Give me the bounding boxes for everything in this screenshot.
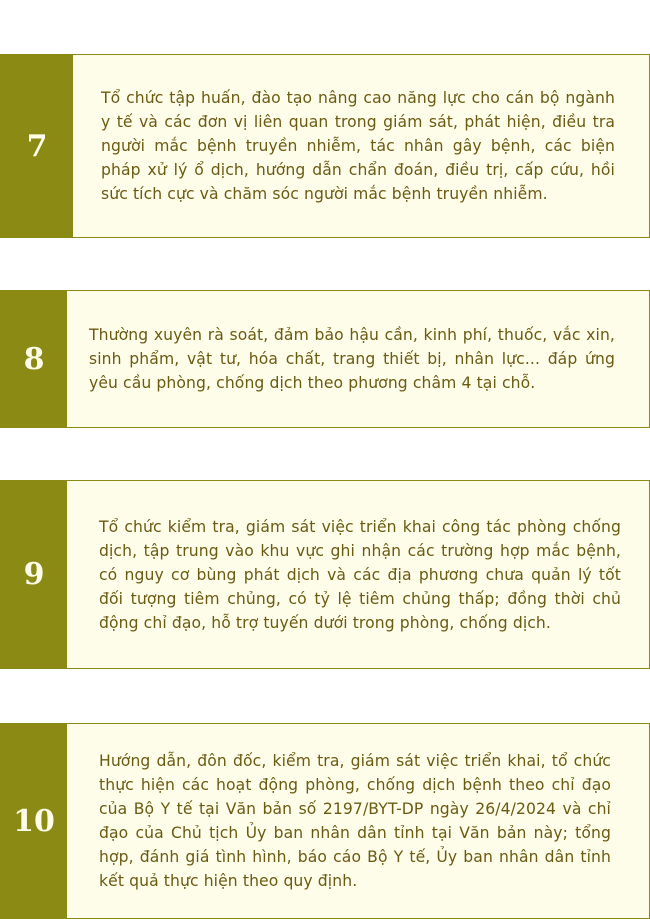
item-text xyxy=(67,481,649,668)
item-card-8 xyxy=(0,290,650,428)
item-number: 10 xyxy=(1,724,67,918)
item-text xyxy=(73,55,649,237)
item-text-content: Thường xuyên rà soát, đảm bảo hậu cần, kinh phí, thuốc, vắc xin, sinh phẩm, vật tư, hóa chất, trang thiết bị, nhân lực... đáp ứng yêu cầu phòng, chống dịch theo phương châm 4 tại chỗ. xyxy=(89,326,615,392)
item-number: 9 xyxy=(1,481,67,668)
item-text xyxy=(67,724,649,918)
item-text-content: Hướng dẫn, đôn đốc, kiểm tra, giám sát việc triển khai, tổ chức thực hiện các hoạt động phòng, chống dịch bệnh theo chỉ đạo của Bộ Y tế tại Văn bản số 2197/BYT-DP ngày 26/4/2024 và chỉ đạo của Chủ tịch Ủy ban nhân dân tỉnh tại Văn bản này; tổng hợp, đánh giá tình hình, báo cáo Bộ Y tế, Ủy ban nhân dân tỉnh kết quả thực hiện theo quy định. xyxy=(99,752,611,890)
item-text-content: Tổ chức kiểm tra, giám sát việc triển khai công tác phòng chống dịch, tập trung vào khu vực ghi nhận các trường hợp mắc bệnh, có nguy cơ bùng phát dịch và các địa phương chưa quản lý tốt đối tượng tiêm chủng, có tỷ lệ tiêm chủng thấp; đồng thời chủ động chỉ đạo, hỗ trợ tuyến dưới trong phòng, chống dịch. xyxy=(99,517,621,632)
item-text-content: Tổ chức tập huấn, đào tạo nâng cao năng lực cho cán bộ ngành y tế và các đơn vị liên quan trong giám sát, phát hiện, điều tra người mắc bệnh truyền nhiễm, tác nhân gây bệnh, các biện pháp xử lý ổ dịch, hướng dẫn chẩn đoán, điều trị, cấp cứu, hồi sức tích cực và chăm sóc người mắc bệnh truyền nhiễm. xyxy=(101,89,615,203)
item-card-10 xyxy=(0,723,650,919)
item-number: 8 xyxy=(1,291,67,427)
item-card-7 xyxy=(0,54,650,238)
item-text xyxy=(67,291,649,427)
item-number: 7 xyxy=(1,55,73,237)
item-card-9 xyxy=(0,480,650,669)
